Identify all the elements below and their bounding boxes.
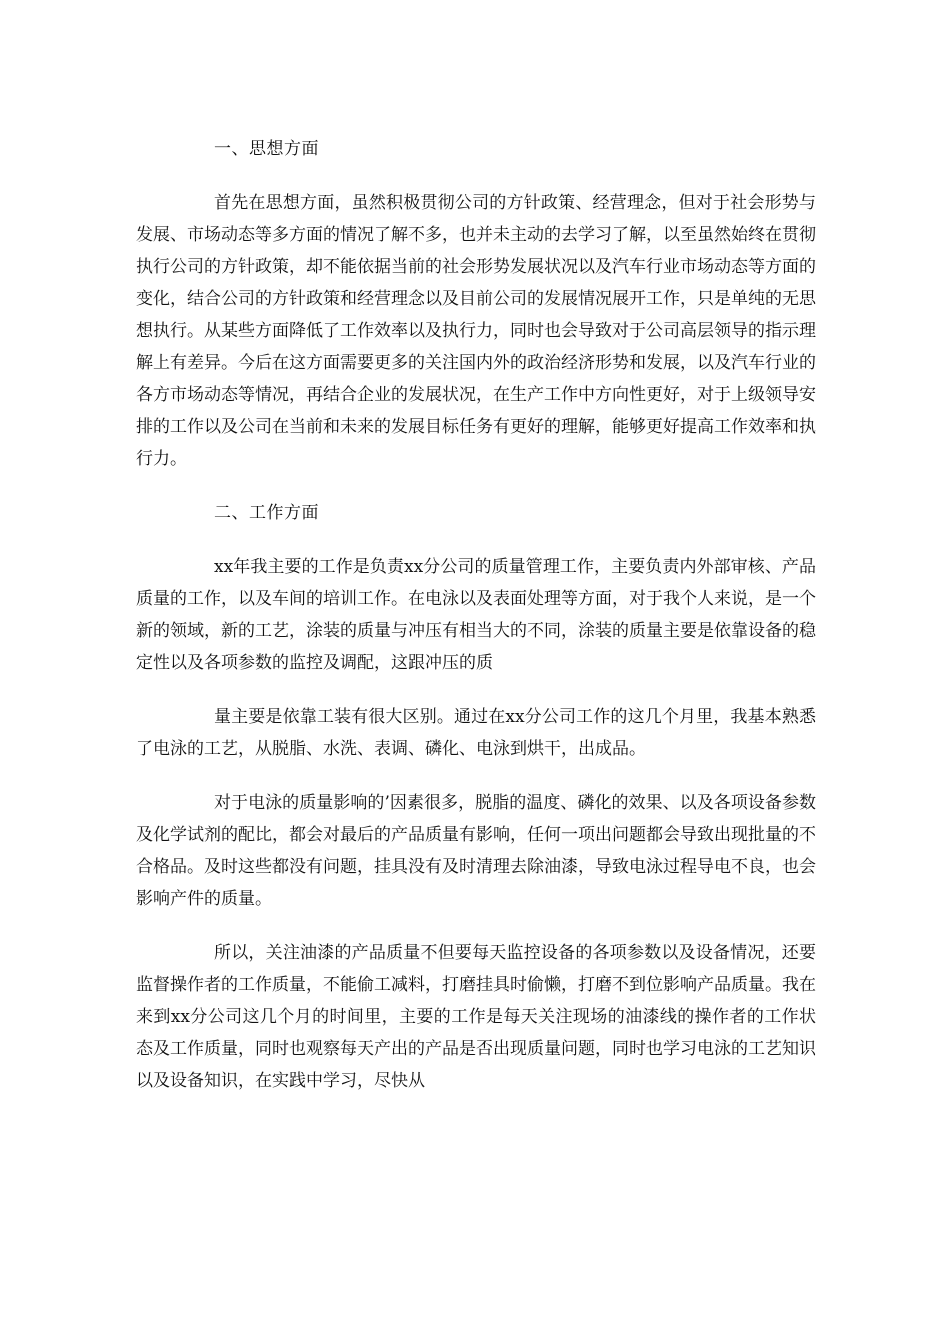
paragraph-quality-factors: 对于电泳的质量影响的’因素很多，脱脂的温度、磷化的效果、以及各项设备参数及化学试剂的配比，都会对最后的产品质量有影响，任何一项出问题都会导致出现批量的不合格品。及时这些都没有问题，挂具没有及时清理去除油漆，导致电泳过程导电不良，也会影响产件的质量。 [136,793,816,909]
paragraph-work-intro: xx年我主要的工作是负责xx分公司的质量管理工作，主要负责内外部审核、产品质量的工作，以及车间的培训工作。在电泳以及表面处理等方面，对于我个人来说，是一个新的领域，新的工艺，涂装的质量与冲压有相当大的不同，涂装的质量主要是依靠设备的稳定性以及各项参数的监控及调配，这跟冲压的质 [136,557,816,673]
paragraph-quality-monitoring: 所以，关注油漆的产品质量不但要每天监控设备的各项参数以及设备情况，还要监督操作者的工作质量，不能偷工减料，打磨挂具时偷懒，打磨不到位影响产品质量。我在来到xx分公司这几个月的时间里，主要的工作是每天关注现场的油漆线的操作者的工作状态及工作质量，同时也观察每天产出的产品是否出现质量问题，同时也学习电泳的工艺知识以及设备知识，在实践中学习，尽快从 [136,943,816,1091]
paragraph-work-continued: 量主要是依靠工装有很大区别。通过在xx分公司工作的这几个月里，我基本熟悉了电泳的工艺，从脱脂、水洗、表调、磷化、电泳到烘干，出成品。 [136,707,816,759]
section-heading-thought: 一、思想方面 [214,139,319,159]
document-body [136,133,816,1119]
section-heading-work: 二、工作方面 [214,503,319,523]
paragraph-thought: 首先在思想方面，虽然积极贯彻公司的方针政策、经营理念，但对于社会形势与发展、市场动态等多方面的情况了解不多，也并未主动的去学习了解，以至虽然始终在贯彻执行公司的方针政策，却不能依据当前的社会形势发展状况以及汽车行业市场动态等方面的变化，结合公司的方针政策和经营理念以及目前公司的发展情况展开工作，只是单纯的无思想执行。从某些方面降低了工作效率以及执行力，同时也会导致对于公司高层领导的指示理解上有差异。今后在这方面需要更多的关注国内外的政治经济形势和发展，以及汽车行业的各方市场动态等情况，再结合企业的发展状况，在生产工作中方向性更好，对于上级领导安排的工作以及公司在当前和未来的发展目标任务有更好的理解，能够更好提高工作效率和执行力。 [136,193,816,469]
